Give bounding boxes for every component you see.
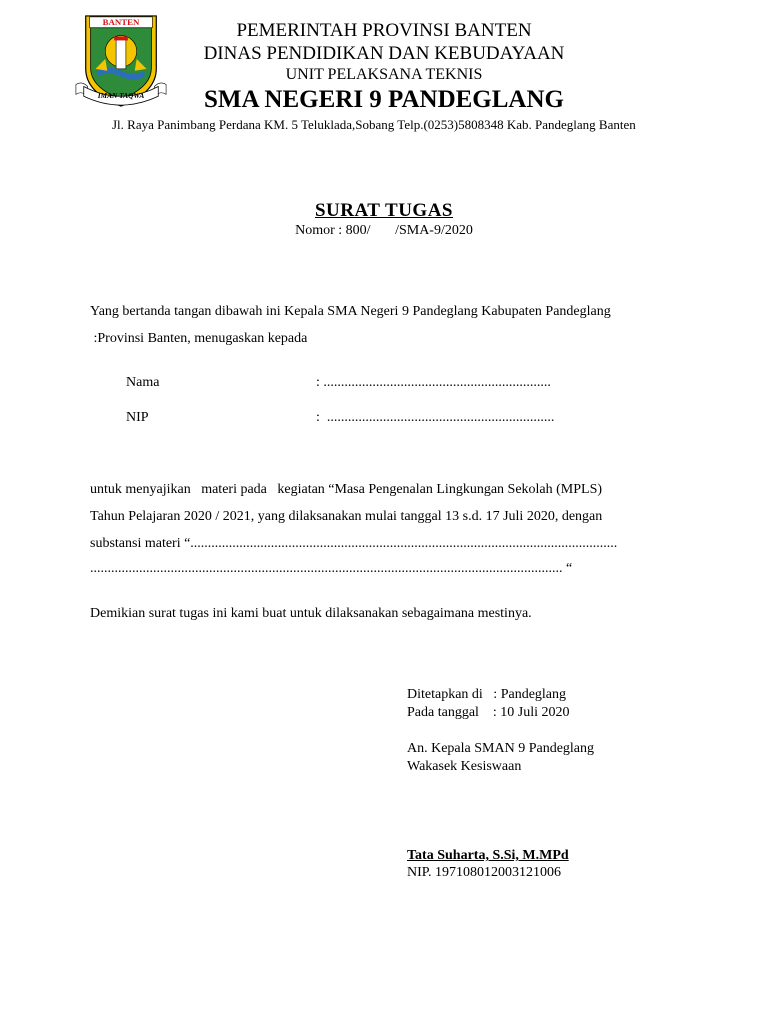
logo-top-text: BANTEN [102,17,140,28]
signature-position: Wakasek Kesiswaan [407,759,522,774]
letterhead-line-1: PEMERINTAH PROVINSI BANTEN [236,20,532,41]
logo-ribbon-text: IMAN TAQWA [97,91,145,101]
signature-on-behalf: An. Kepala SMAN 9 Pandeglang [407,741,595,756]
field-value-nip: : ................................................................. [316,410,555,425]
signature-place: Ditetapkan di : Pandeglang [407,687,567,702]
signatory-name: Tata Suharta, S.Si, M.MPd [407,848,569,863]
signature-date: Pada tanggal : 10 Juli 2020 [407,705,570,720]
paragraph-line-4: ....................................................................................................................................... “ [90,561,573,576]
paragraph-line-1: untuk menyajikan materi pada kegiatan “Masa Pengenalan Lingkungan Sekolah (MPLS) [90,482,603,497]
school-address: Jl. Raya Panimbang Perdana KM. 5 Teluklada,Sobang Telp.(0253)5808348 Kab. Pandeglang Banten [112,117,636,132]
intro-line-1: Yang bertanda tangan dibawah ini Kepala SMA Negeri 9 Pandeglang Kabupaten Pandeglang [90,304,611,319]
field-label-nama: Nama [126,375,160,390]
signatory-nip: NIP. 197108012003121006 [407,865,562,880]
letter-number: Nomor : 800/ /SMA-9/2020 [295,223,473,238]
field-value-nama: : ................................................................. [316,375,551,390]
letterhead-line-3: UNIT PELAKSANA TEKNIS [285,66,483,83]
intro-line-2: :Provinsi Banten, menugaskan kepada [90,331,308,346]
letterhead-line-2: DINAS PENDIDIKAN DAN KEBUDAYAAN [203,43,565,64]
paragraph-line-3: substansi materi “.......................................................................................................................... [90,536,618,551]
field-label-nip: NIP [126,410,149,425]
banten-province-logo [72,12,170,110]
paragraph-line-2: Tahun Pelajaran 2020 / 2021, yang dilaksanakan mulai tanggal 13 s.d. 17 Juli 2020, dengan [90,509,603,524]
letter-title: SURAT TUGAS [314,200,454,221]
school-name: SMA NEGERI 9 PANDEGLANG [204,86,564,113]
closing-sentence: Demikian surat tugas ini kami buat untuk dilaksanakan sebagaimana mestinya. [90,606,532,621]
